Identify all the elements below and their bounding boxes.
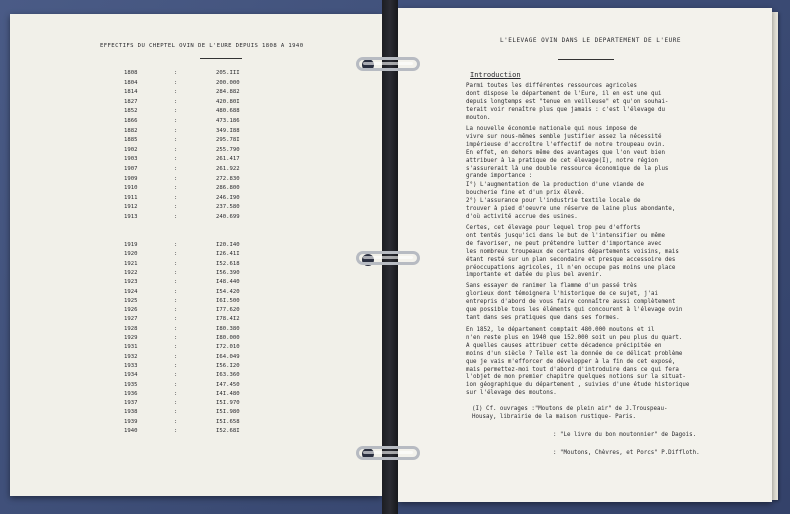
separator: : bbox=[174, 242, 178, 248]
title-underline bbox=[558, 59, 614, 60]
headcount-cell: I52.68I bbox=[216, 428, 240, 434]
separator: : bbox=[174, 400, 178, 407]
year-cell: 1827 bbox=[124, 98, 138, 105]
separator: : bbox=[174, 260, 178, 267]
table-row bbox=[124, 185, 254, 193]
table-row bbox=[124, 70, 254, 78]
separator: : bbox=[174, 98, 178, 105]
headcount-cell: I77.620 bbox=[216, 307, 240, 314]
headcount-cell: 480.688 bbox=[216, 108, 240, 115]
year-cell: 1937 bbox=[124, 400, 138, 407]
table-row bbox=[124, 307, 254, 315]
separator: : bbox=[174, 279, 178, 286]
year-cell: 1814 bbox=[124, 89, 138, 96]
separator: : bbox=[174, 372, 178, 379]
separator: : bbox=[174, 137, 178, 144]
separator: : bbox=[174, 214, 178, 220]
separator: : bbox=[174, 166, 178, 172]
headcount-cell: 200.000 bbox=[216, 79, 240, 86]
separator: : bbox=[174, 89, 178, 96]
year-cell: 1935 bbox=[124, 381, 138, 388]
year-cell: 1931 bbox=[124, 344, 138, 351]
year-cell: 1938 bbox=[124, 409, 138, 416]
table-row bbox=[124, 195, 254, 203]
year-cell: 1939 bbox=[124, 418, 138, 425]
binder-ring-bottom bbox=[356, 446, 420, 460]
separator: : bbox=[174, 185, 178, 192]
table-row bbox=[124, 382, 254, 390]
table-row bbox=[124, 108, 254, 116]
table-row bbox=[124, 372, 254, 380]
paragraph: Parmi toutes les différentes ressources agricoles dont dispose le département de l'Eure, il en est une qui depuis longtemps est "tenue en veilleuse" et qu'on souhai- terait voir renaître plus que jamais : c'est l'élevage du mouton. bbox=[466, 83, 669, 121]
headcount-cell: 295.78I bbox=[216, 137, 240, 144]
table-row bbox=[124, 99, 254, 107]
headcount-cell: 205.III bbox=[216, 70, 240, 76]
separator: : bbox=[174, 353, 178, 360]
year-cell: 1919 bbox=[124, 242, 138, 248]
year-cell: 1866 bbox=[124, 118, 138, 124]
table-row bbox=[124, 137, 254, 145]
table-row bbox=[124, 204, 254, 212]
headcount-cell: 420.80I bbox=[216, 98, 240, 105]
headcount-cell: I56.390 bbox=[216, 269, 240, 276]
table-row bbox=[124, 363, 254, 371]
footnote: : "Moutons, Chèvres, et Porcs" P.Diffloth. bbox=[553, 450, 700, 456]
separator: : bbox=[174, 362, 178, 369]
separator: : bbox=[174, 344, 178, 351]
page-title: L'ELEVAGE OVIN DANS LE DEPARTEMENT DE L'EURE bbox=[500, 37, 681, 44]
binder-ring-top bbox=[356, 57, 420, 71]
table-row bbox=[124, 118, 254, 126]
separator: : bbox=[174, 335, 178, 341]
separator: : bbox=[174, 390, 178, 397]
table-row bbox=[124, 80, 254, 88]
table-row bbox=[124, 298, 254, 306]
headcount-cell: I80.000 bbox=[216, 335, 240, 341]
year-cell: 1804 bbox=[124, 79, 138, 86]
table-row bbox=[124, 354, 254, 362]
headcount-cell: I63.360 bbox=[216, 372, 240, 379]
headcount-cell: I47.450 bbox=[216, 381, 240, 388]
headcount-cell: 286.800 bbox=[216, 185, 240, 192]
separator: : bbox=[174, 127, 178, 134]
year-cell: 1927 bbox=[124, 316, 138, 323]
headcount-cell: I6I.500 bbox=[216, 297, 240, 304]
year-cell: 1929 bbox=[124, 335, 138, 341]
year-cell: 1852 bbox=[124, 108, 138, 115]
year-cell: 1808 bbox=[124, 70, 138, 76]
right-page-edge bbox=[772, 12, 778, 500]
table-row bbox=[124, 419, 254, 427]
separator: : bbox=[174, 325, 178, 332]
table-row bbox=[124, 316, 254, 324]
table-row bbox=[124, 261, 254, 269]
headcount-cell: I4I.480 bbox=[216, 390, 240, 397]
table-row bbox=[124, 326, 254, 334]
paragraph: En 1852, le département comptait 480.000 moutons et il n'en reste plus en 1940 que 152.000 soit un peu plus du quart. A quelles causes attribuer cette décadence précipitée en moins d'un siècle ? Telle est la donnée de ce délicat problème que je vais m'efforcer de développer à la fin de cet exposé, mais permettez-moi tout d'abord d'introduire dans ce qui fera l'objet de mon premier chapitre quelques notions sur la situat- ion géographique du département , suivies d'une étude historique sur l'élevage des moutons. bbox=[466, 327, 690, 397]
year-cell: 1885 bbox=[124, 137, 138, 144]
table-row bbox=[124, 89, 254, 97]
headcount-cell: I80.380 bbox=[216, 325, 240, 332]
year-cell: 1922 bbox=[124, 269, 138, 276]
table-row bbox=[124, 147, 254, 155]
year-cell: 1921 bbox=[124, 260, 138, 267]
table-row bbox=[124, 214, 254, 222]
year-cell: 1936 bbox=[124, 390, 138, 397]
separator: : bbox=[174, 418, 178, 425]
year-cell: 1920 bbox=[124, 251, 138, 258]
headcount-cell: I52.618 bbox=[216, 260, 240, 267]
headcount-cell: 240.699 bbox=[216, 214, 240, 220]
separator: : bbox=[174, 175, 178, 182]
year-cell: 1907 bbox=[124, 166, 138, 172]
year-cell: 1933 bbox=[124, 362, 138, 369]
separator: : bbox=[174, 428, 178, 434]
headcount-cell: I56.I20 bbox=[216, 362, 240, 369]
table-title: EFFECTIFS DU CHEPTEL OVIN DE L'EURE DEPUIS 1808 A 1940 bbox=[100, 43, 304, 49]
table-row bbox=[124, 289, 254, 297]
separator: : bbox=[174, 316, 178, 323]
headcount-cell: 255.790 bbox=[216, 146, 240, 153]
separator: : bbox=[174, 79, 178, 86]
separator: : bbox=[174, 269, 178, 276]
headcount-cell: I26.41I bbox=[216, 251, 240, 258]
year-cell: 1932 bbox=[124, 353, 138, 360]
year-cell: 1928 bbox=[124, 325, 138, 332]
year-cell: 1903 bbox=[124, 156, 138, 163]
year-cell: 1926 bbox=[124, 307, 138, 314]
table-row bbox=[124, 409, 254, 417]
headcount-cell: I48.440 bbox=[216, 279, 240, 286]
year-cell: 1934 bbox=[124, 372, 138, 379]
year-cell: 1923 bbox=[124, 279, 138, 286]
table-row bbox=[124, 242, 254, 250]
table-row bbox=[124, 176, 254, 184]
title-underline bbox=[200, 58, 242, 59]
year-cell: 1882 bbox=[124, 127, 138, 134]
headcount-cell: 272.830 bbox=[216, 175, 240, 182]
headcount-cell: I5I.970 bbox=[216, 400, 240, 407]
headcount-cell: 261.417 bbox=[216, 156, 240, 163]
separator: : bbox=[174, 288, 178, 295]
headcount-cell: 473.186 bbox=[216, 118, 240, 124]
paragraph: La nouvelle économie nationale qui nous impose de vivre sur nous-mêmes semble justifier assez la nécessité impérieuse d'accroître l'effectif de notre troupeau ovin. En effet, en dehors même des avantages que l'on veut bien attribuer à la pratique de cet élevage(I), notre région s'assurerait là une double ressource économique de la plus grande importance : bbox=[466, 126, 669, 180]
headcount-cell: 246.I90 bbox=[216, 194, 240, 201]
year-cell: 1925 bbox=[124, 297, 138, 304]
headcount-cell: I5I.658 bbox=[216, 418, 240, 425]
separator: : bbox=[174, 118, 178, 124]
separator: : bbox=[174, 108, 178, 115]
headcount-cell: I78.4I2 bbox=[216, 316, 240, 323]
table-row bbox=[124, 279, 254, 287]
table-row bbox=[124, 400, 254, 408]
binder-ring-middle bbox=[356, 251, 420, 265]
headcount-cell: I5I.980 bbox=[216, 409, 240, 416]
section-heading: Introduction bbox=[470, 71, 521, 79]
year-cell: 1909 bbox=[124, 175, 138, 182]
paragraph: Sans essayer de ranimer la flamme d'un passé très glorieux dont témoignera l'historique de ce sujet, j'ai entrepris d'abord de vous faire connaître aussi complètement que possible tous les éléments qui concourent à l'élevage ovin tant dans ses pratiques que dans ses formes. bbox=[466, 283, 683, 321]
table-row bbox=[124, 428, 254, 436]
table-row bbox=[124, 391, 254, 399]
footnote: (I) Cf. ouvrages :"Moutons de plein air" de J.Trouspeau- Housay, librairie de la maison rustique- Paris. bbox=[472, 406, 668, 420]
headcount-cell: 237.580 bbox=[216, 204, 240, 211]
headcount-cell: I64.049 bbox=[216, 353, 240, 360]
separator: : bbox=[174, 251, 178, 258]
headcount-cell: 284.882 bbox=[216, 89, 240, 96]
separator: : bbox=[174, 70, 178, 76]
footnote: : "Le livre du bon moutonnier" de Dagois. bbox=[553, 432, 697, 438]
separator: : bbox=[174, 156, 178, 163]
table-row bbox=[124, 344, 254, 352]
table-row bbox=[124, 270, 254, 278]
separator: : bbox=[174, 204, 178, 211]
year-cell: 1924 bbox=[124, 288, 138, 295]
separator: : bbox=[174, 307, 178, 314]
headcount-cell: I20.I40 bbox=[216, 242, 240, 248]
table-row bbox=[124, 128, 254, 136]
separator: : bbox=[174, 194, 178, 201]
headcount-cell: I72.010 bbox=[216, 344, 240, 351]
year-cell: 1912 bbox=[124, 204, 138, 211]
paragraph: I°) L'augmentation de la production d'une viande de boucherie fine et d'un prix élevé. 2°) L'assurance pour l'industrie textile locale de trouver à pied d'oeuvre une réserve de laine plus abondante, d'où activité accrue des usines. bbox=[466, 182, 676, 220]
separator: : bbox=[174, 146, 178, 153]
table-row bbox=[124, 166, 254, 174]
table-row bbox=[124, 156, 254, 164]
year-cell: 1913 bbox=[124, 214, 138, 220]
table-row bbox=[124, 335, 254, 343]
table-row bbox=[124, 251, 254, 259]
separator: : bbox=[174, 297, 178, 304]
headcount-cell: 261.922 bbox=[216, 166, 240, 172]
separator: : bbox=[174, 409, 178, 416]
headcount-cell: I54.420 bbox=[216, 288, 240, 295]
year-cell: 1911 bbox=[124, 194, 138, 201]
separator: : bbox=[174, 381, 178, 388]
year-cell: 1902 bbox=[124, 146, 138, 153]
paragraph: Certes, cet élevage pour lequel trop peu d'efforts ont tentés jusqu'ici dans le but de l'intensifier ou même de favoriser, ne peut prétendre lutter d'importance avec les nombreux troupeaux de certains départements voisins, mais étant resté sur un plan secondaire et presque accessoire des préoccupations agricoles, il n'en occupe pas moins une place importante et datée du plus bel avenir. bbox=[466, 225, 679, 279]
year-cell: 1910 bbox=[124, 185, 138, 192]
year-cell: 1940 bbox=[124, 428, 138, 434]
headcount-cell: 349.I88 bbox=[216, 127, 240, 134]
